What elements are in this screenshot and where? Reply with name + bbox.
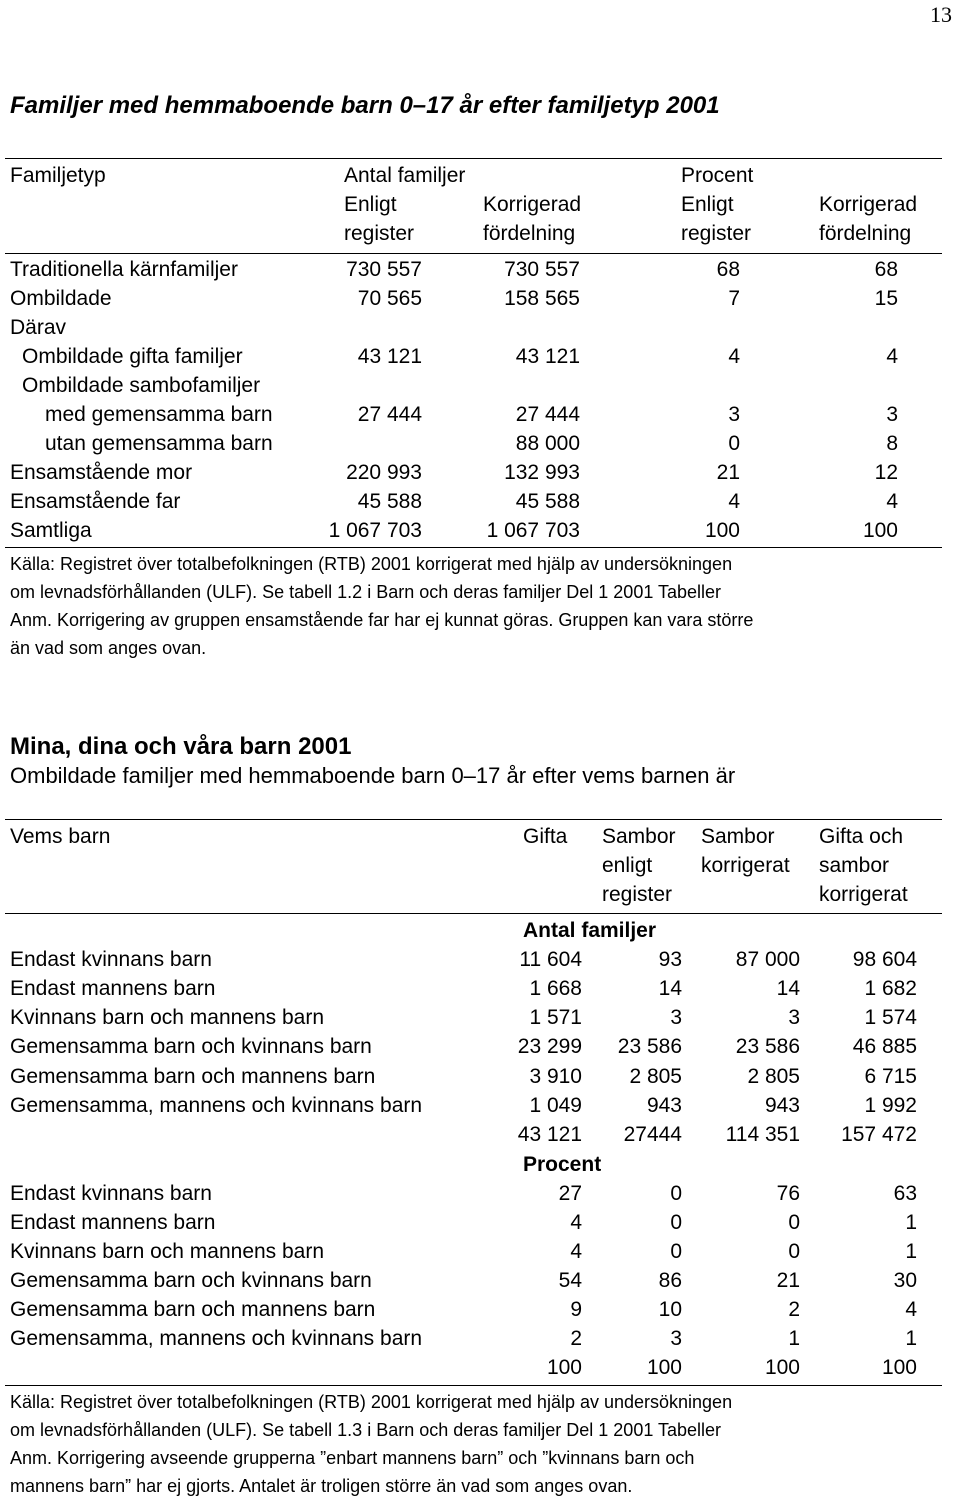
cell-sambor-register: 10 <box>658 1298 682 1321</box>
section-procent: Procent <box>523 1153 602 1176</box>
row-label: Endast kvinnans barn <box>10 1182 212 1205</box>
table1-top-rule <box>5 158 942 159</box>
row-label: Ombildade sambofamiljer <box>22 374 261 397</box>
table-row <box>0 342 960 371</box>
cell-sambor-korrigerat: 21 <box>776 1269 800 1292</box>
cell-sambor-register: 2 805 <box>629 1065 682 1088</box>
row-label: Ensamstående far <box>10 490 181 513</box>
cell-sambor-korrigerat: 2 805 <box>747 1065 800 1088</box>
cell-procent-register: 21 <box>716 461 740 484</box>
cell-antal-korrigerad: 27 444 <box>515 403 580 426</box>
row-label: Samtliga <box>10 519 92 542</box>
cell-gifta-och-sambor: 1 <box>905 1327 917 1350</box>
header-sambor-2: Sambor <box>701 825 775 848</box>
header-korrigerat-2: korrigerat <box>819 883 908 906</box>
cell-sambor-korrigerat: 87 000 <box>735 948 800 971</box>
cell-procent-korrigerad: 4 <box>886 345 898 368</box>
cell-procent-register: 4 <box>728 490 740 513</box>
cell-procent-korrigerad: 3 <box>886 403 898 426</box>
row-label: Därav <box>10 316 67 339</box>
note-line: än vad som anges ovan. <box>10 638 207 658</box>
cell-antal-register: 27 444 <box>357 403 422 426</box>
table2-bottom-rule <box>5 1385 942 1386</box>
note-line: om levnadsförhållanden (ULF). Se tabell 1.2 i Barn och deras familjer Del 1 2001 Tabeller <box>10 582 722 602</box>
note-line: Anm. Korrigering avseende grupperna ”enbart mannens barn” och ”kvinnans barn och <box>10 1448 695 1468</box>
cell-sambor-korrigerat: 114 351 <box>725 1123 800 1146</box>
cell-sambor-korrigerat: 76 <box>776 1182 800 1205</box>
header-register-2: register <box>681 222 752 245</box>
row-label: med gemensamma barn <box>45 403 273 426</box>
cell-gifta: 43 121 <box>517 1123 582 1146</box>
note-line: Källa: Registret över totalbefolkningen (RTB) 2001 korrigerat med hjälp av undersökningen <box>10 1392 733 1412</box>
cell-sambor-korrigerat: 0 <box>788 1211 800 1234</box>
header-korrigerat-1: korrigerat <box>701 854 790 877</box>
cell-gifta-och-sambor: 157 472 <box>841 1123 917 1146</box>
table-row <box>0 1237 960 1266</box>
table1-header-rule <box>5 253 942 254</box>
cell-sambor-register: 100 <box>646 1356 682 1379</box>
table-row <box>0 1266 960 1295</box>
header-sambor-1: Sambor <box>602 825 676 848</box>
cell-procent-korrigerad: 15 <box>874 287 898 310</box>
table-row <box>0 945 960 974</box>
note-line: Källa: Registret över totalbefolkningen (RTB) 2001 korrigerat med hjälp av undersökningen <box>10 554 733 574</box>
header-antal-familjer: Antal familjer <box>344 164 466 187</box>
row-label: Gemensamma, mannens och kvinnans barn <box>10 1094 423 1117</box>
table-row-total <box>0 1120 960 1149</box>
header-enligt-1: Enligt <box>344 193 397 216</box>
header-korrigerad-1: Korrigerad <box>483 193 582 216</box>
table2-header-rule <box>5 913 942 914</box>
table-row <box>0 458 960 487</box>
cell-gifta-och-sambor: 4 <box>905 1298 917 1321</box>
cell-procent-korrigerad: 12 <box>874 461 898 484</box>
page-number: 13 <box>930 2 952 27</box>
cell-procent-register: 7 <box>728 287 740 310</box>
cell-procent-register: 68 <box>716 258 740 281</box>
row-label: Ombildade gifta familjer <box>22 345 243 368</box>
cell-procent-korrigerad: 8 <box>886 432 898 455</box>
table-row <box>0 1003 960 1032</box>
note-line: mannens barn” har ej gjorts. Antalet är troligen större än vad som anges ovan. <box>10 1476 633 1496</box>
cell-sambor-korrigerat: 3 <box>788 1006 800 1029</box>
cell-gifta-och-sambor: 1 <box>905 1211 917 1234</box>
table-row <box>0 1062 960 1091</box>
row-label: Endast mannens barn <box>10 977 216 1000</box>
cell-antal-register: 45 588 <box>357 490 422 513</box>
row-label: Gemensamma barn och mannens barn <box>10 1298 376 1321</box>
cell-sambor-register: 86 <box>658 1269 682 1292</box>
cell-antal-korrigerad: 43 121 <box>515 345 580 368</box>
header-familjetyp: Familjetyp <box>10 164 106 187</box>
table1-title: Familjer med hemmaboende barn 0–17 år efter familjetyp 2001 <box>10 92 720 119</box>
table2-title: Mina, dina och våra barn 2001 <box>10 733 352 760</box>
row-label: Kvinnans barn och mannens barn <box>10 1006 325 1029</box>
cell-sambor-korrigerat: 14 <box>776 977 800 1000</box>
table-row <box>0 1324 960 1353</box>
table2-subtitle: Ombildade familjer med hemmaboende barn 0–17 år efter vems barnen är <box>10 763 736 788</box>
table-row <box>0 1208 960 1237</box>
table-row <box>0 1032 960 1061</box>
table2-top-rule <box>5 819 942 820</box>
cell-sambor-korrigerat: 943 <box>764 1094 800 1117</box>
cell-gifta: 9 <box>570 1298 582 1321</box>
cell-antal-register: 730 557 <box>346 258 422 281</box>
cell-sambor-korrigerat: 2 <box>788 1298 800 1321</box>
cell-procent-register: 3 <box>728 403 740 426</box>
cell-antal-korrigerad: 132 993 <box>504 461 580 484</box>
cell-gifta-och-sambor: 1 682 <box>864 977 917 1000</box>
cell-antal-korrigerad: 1 067 703 <box>486 519 580 542</box>
cell-gifta-och-sambor: 63 <box>893 1182 917 1205</box>
note-line: om levnadsförhållanden (ULF). Se tabell 1.3 i Barn och deras familjer Del 1 2001 Tabeller <box>10 1420 722 1440</box>
cell-gifta: 4 <box>570 1211 582 1234</box>
row-label: Endast kvinnans barn <box>10 948 212 971</box>
cell-sambor-register: 14 <box>658 977 682 1000</box>
row-label: Ombildade <box>10 287 112 310</box>
cell-procent-korrigerad: 100 <box>862 519 898 542</box>
cell-sambor-register: 3 <box>670 1006 682 1029</box>
cell-gifta-och-sambor: 98 604 <box>852 948 917 971</box>
cell-gifta: 4 <box>570 1240 582 1263</box>
row-label: Gemensamma barn och kvinnans barn <box>10 1035 372 1058</box>
cell-antal-register: 70 565 <box>357 287 422 310</box>
cell-sambor-korrigerat: 1 <box>788 1327 800 1350</box>
header-gifta: Gifta <box>523 825 568 848</box>
header-procent: Procent <box>681 164 754 187</box>
table-row <box>0 487 960 516</box>
cell-gifta: 11 604 <box>519 948 582 971</box>
cell-procent-register: 100 <box>704 519 740 542</box>
cell-gifta: 100 <box>546 1356 582 1379</box>
cell-gifta-och-sambor: 46 885 <box>852 1035 917 1058</box>
cell-procent-korrigerad: 68 <box>874 258 898 281</box>
cell-procent-register: 0 <box>728 432 740 455</box>
cell-gifta-och-sambor: 1 992 <box>864 1094 917 1117</box>
row-label: Gemensamma, mannens och kvinnans barn <box>10 1327 423 1350</box>
table-row <box>0 1295 960 1324</box>
header-register: register <box>602 883 673 906</box>
cell-gifta: 27 <box>558 1182 582 1205</box>
cell-gifta: 23 299 <box>517 1035 582 1058</box>
header-gifta-och: Gifta och <box>819 825 904 848</box>
cell-sambor-register: 23 586 <box>617 1035 682 1058</box>
cell-gifta: 1 049 <box>529 1094 582 1117</box>
row-label: Traditionella kärnfamiljer <box>10 258 238 281</box>
row-label: Gemensamma barn och kvinnans barn <box>10 1269 372 1292</box>
cell-sambor-register: 0 <box>670 1211 682 1234</box>
cell-sambor-register: 93 <box>658 948 682 971</box>
cell-gifta: 54 <box>558 1269 582 1292</box>
cell-antal-korrigerad: 88 000 <box>515 432 580 455</box>
table-row <box>0 429 960 458</box>
table-row <box>0 255 960 284</box>
table1-bottom-rule <box>5 547 942 548</box>
table-row-total <box>0 1353 960 1382</box>
header-enligt-2: Enligt <box>681 193 734 216</box>
cell-antal-register: 43 121 <box>357 345 422 368</box>
cell-gifta-och-sambor: 1 <box>905 1240 917 1263</box>
cell-sambor-korrigerat: 100 <box>764 1356 800 1379</box>
cell-sambor-register: 27444 <box>623 1123 682 1146</box>
cell-gifta: 1 571 <box>529 1006 582 1029</box>
row-label: utan gemensamma barn <box>45 432 273 455</box>
table-row <box>0 400 960 429</box>
cell-sambor-korrigerat: 0 <box>788 1240 800 1263</box>
header-sambor-3: sambor <box>819 854 890 877</box>
table-row <box>0 974 960 1003</box>
table-row <box>0 371 960 400</box>
row-label: Endast mannens barn <box>10 1211 216 1234</box>
cell-gifta: 2 <box>570 1327 582 1350</box>
row-label: Gemensamma barn och mannens barn <box>10 1065 376 1088</box>
cell-procent-register: 4 <box>728 345 740 368</box>
header-korrigerad-2: Korrigerad <box>819 193 918 216</box>
header-vems-barn: Vems barn <box>10 825 111 848</box>
cell-sambor-register: 943 <box>646 1094 682 1117</box>
cell-sambor-register: 0 <box>670 1240 682 1263</box>
header-fordelning-2: fördelning <box>819 222 912 245</box>
cell-sambor-register: 3 <box>670 1327 682 1350</box>
row-label: Kvinnans barn och mannens barn <box>10 1240 325 1263</box>
cell-procent-korrigerad: 4 <box>886 490 898 513</box>
row-label: Ensamstående mor <box>10 461 193 484</box>
cell-antal-korrigerad: 45 588 <box>515 490 580 513</box>
header-register-1: register <box>344 222 415 245</box>
cell-gifta-och-sambor: 100 <box>881 1356 917 1379</box>
table-row <box>0 284 960 313</box>
cell-antal-korrigerad: 158 565 <box>504 287 580 310</box>
table-row <box>0 1091 960 1120</box>
cell-gifta: 3 910 <box>529 1065 582 1088</box>
cell-gifta: 1 668 <box>529 977 582 1000</box>
cell-gifta-och-sambor: 1 574 <box>864 1006 917 1029</box>
table-row <box>0 1179 960 1208</box>
cell-sambor-korrigerat: 23 586 <box>735 1035 800 1058</box>
note-line: Anm. Korrigering av gruppen ensamstående far har ej kunnat göras. Gruppen kan vara större <box>10 610 754 630</box>
cell-antal-register: 1 067 703 <box>328 519 422 542</box>
table-row <box>0 516 960 545</box>
cell-gifta-och-sambor: 30 <box>893 1269 917 1292</box>
cell-sambor-register: 0 <box>670 1182 682 1205</box>
section-antal-familjer: Antal familjer <box>523 919 657 942</box>
cell-antal-register: 220 993 <box>346 461 422 484</box>
cell-gifta-och-sambor: 6 715 <box>864 1065 917 1088</box>
header-enligt: enligt <box>602 854 653 877</box>
cell-antal-korrigerad: 730 557 <box>504 258 580 281</box>
header-fordelning-1: fördelning <box>483 222 576 245</box>
table-row <box>0 313 960 342</box>
